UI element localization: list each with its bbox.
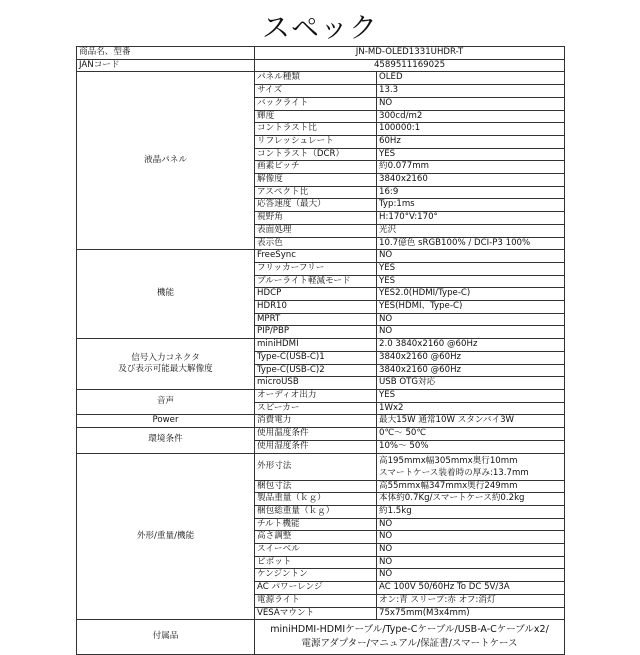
- spec-value: 300cd/m2: [377, 110, 565, 123]
- spec-label: HDCP: [255, 288, 377, 301]
- spec-value: 100000:1: [377, 123, 565, 136]
- table-row: [77, 428, 565, 441]
- spec-label: 梱包総重量（ｋｇ）: [255, 505, 377, 518]
- spec-value: 10%～ 50%: [377, 440, 565, 453]
- table-row: [77, 59, 565, 72]
- spec-value: NO: [377, 313, 565, 326]
- spec-label: スピーカー: [255, 402, 377, 415]
- row-value: JN-MD-OLED1331UHDR-T: [255, 47, 565, 60]
- spec-value: NO: [377, 531, 565, 544]
- spec-value: NO: [377, 250, 565, 263]
- spec-value: 3840x2160 @60Hz: [377, 351, 565, 364]
- spec-label: パネル種類: [255, 72, 377, 85]
- spec-label: スイーベル: [255, 544, 377, 557]
- spec-label: サイズ: [255, 85, 377, 98]
- spec-label: 電源ライト: [255, 594, 377, 607]
- group-label: Power: [77, 415, 255, 428]
- row-label: 商品名、型番: [77, 47, 255, 60]
- spec-value: NO: [377, 556, 565, 569]
- spec-value: Typ:1ms: [377, 199, 565, 212]
- spec-value: 光沢: [377, 224, 565, 237]
- spec-value: 高55mmx幅347mmx奥行249mm: [377, 480, 565, 493]
- spec-label: 外形寸法: [255, 453, 377, 480]
- spec-label: AC パワーレンジ: [255, 582, 377, 595]
- spec-value: オン:青 スリープ:赤 オフ:消灯: [377, 594, 565, 607]
- spec-label: 輝度: [255, 110, 377, 123]
- spec-value: AC 100V 50/60Hz To DC 5V/3A: [377, 582, 565, 595]
- spec-label: 応答速度（最大）: [255, 199, 377, 212]
- accessories-value: miniHDMI-HDMIケーブル/Type-Cケーブル/USB-A-Cケーブルx2/ 電源アダプター/マニュアル/保証書/スマートケース: [255, 620, 565, 655]
- spec-label: 使用温度条件: [255, 428, 377, 441]
- spec-label: PIP/PBP: [255, 326, 377, 339]
- spec-value: 0℃～ 50℃: [377, 428, 565, 441]
- group-label: 機能: [77, 250, 255, 339]
- spec-label: 表示色: [255, 237, 377, 250]
- spec-label: 消費電力: [255, 415, 377, 428]
- spec-label: miniHDMI: [255, 339, 377, 352]
- spec-label: フリッカーフリー: [255, 262, 377, 275]
- table-row: [77, 620, 565, 655]
- spec-value: 最大15W 通常10W スタンバイ3W: [377, 415, 565, 428]
- spec-value: 約1.5kg: [377, 505, 565, 518]
- table-row: [77, 72, 565, 85]
- spec-label: ブルーライト軽減モード: [255, 275, 377, 288]
- spec-value: 3840x2160: [377, 174, 565, 187]
- spec-value: OLED: [377, 72, 565, 85]
- spec-value: 16:9: [377, 186, 565, 199]
- spec-label: 使用湿度条件: [255, 440, 377, 453]
- table-row: [77, 415, 565, 428]
- spec-value: NO: [377, 518, 565, 531]
- spec-value: YES: [377, 262, 565, 275]
- spec-value: 高195mmx幅305mmx奥行10mm スマートケース装着時の厚み:13.7mm: [377, 453, 565, 480]
- spec-value: NO: [377, 326, 565, 339]
- spec-label: アスペクト比: [255, 186, 377, 199]
- spec-label: 画素ピッチ: [255, 161, 377, 174]
- spec-value: 60Hz: [377, 135, 565, 148]
- spec-value: NO: [377, 544, 565, 557]
- spec-label: コントラスト比: [255, 123, 377, 136]
- spec-value: 75x75mm(M3x4mm): [377, 607, 565, 620]
- spec-label: VESAマウント: [255, 607, 377, 620]
- spec-value: NO: [377, 97, 565, 110]
- spec-value: 10.7億色 sRGB100% / DCI-P3 100%: [377, 237, 565, 250]
- spec-label: ケンジントン: [255, 569, 377, 582]
- spec-value: H:170°V:170°: [377, 212, 565, 225]
- spec-label: 解像度: [255, 174, 377, 187]
- spec-value: 2.0 3840x2160 @60Hz: [377, 339, 565, 352]
- group-label: 環境条件: [77, 428, 255, 453]
- spec-label: FreeSync: [255, 250, 377, 263]
- spec-label: バックライト: [255, 97, 377, 110]
- spec-label: オーディオ出力: [255, 389, 377, 402]
- spec-value: 13.3: [377, 85, 565, 98]
- spec-value: NO: [377, 569, 565, 582]
- spec-value: 約0.077mm: [377, 161, 565, 174]
- spec-label: microUSB: [255, 377, 377, 390]
- group-label: 信号入力コネクタ 及び表示可能最大解像度: [77, 339, 255, 390]
- row-value: 4589511169025: [255, 59, 565, 72]
- table-row: [77, 389, 565, 402]
- spec-label: 高さ調整: [255, 531, 377, 544]
- table-row: [77, 453, 565, 480]
- group-label: 液晶パネル: [77, 72, 255, 250]
- table-row: [77, 250, 565, 263]
- table-row: [77, 339, 565, 352]
- group-label: 外形/重量/機能: [77, 453, 255, 620]
- spec-label: MPRT: [255, 313, 377, 326]
- spec-label: コントラスト（DCR）: [255, 148, 377, 161]
- spec-label: 表面処理: [255, 224, 377, 237]
- spec-value: 本体約0.7Kg/スマートケース約0.2kg: [377, 493, 565, 506]
- spec-label: 製品重量（ｋｇ）: [255, 493, 377, 506]
- spec-table: [76, 46, 565, 655]
- spec-label: Type-C(USB-C)2: [255, 364, 377, 377]
- table-row: [77, 47, 565, 60]
- spec-label: HDR10: [255, 301, 377, 314]
- spec-value: YES: [377, 148, 565, 161]
- spec-label: Type-C(USB-C)1: [255, 351, 377, 364]
- spec-value: YES(HDMI、Type-C): [377, 301, 565, 314]
- spec-label: リフレッシュレート: [255, 135, 377, 148]
- spec-table-body: [77, 47, 565, 655]
- spec-value: USB OTG対応: [377, 377, 565, 390]
- spec-value: 1Wx2: [377, 402, 565, 415]
- spec-value: YES: [377, 389, 565, 402]
- spec-label: ピボット: [255, 556, 377, 569]
- spec-value: YES: [377, 275, 565, 288]
- accessories-label: 付属品: [77, 620, 255, 655]
- group-label: 音声: [77, 389, 255, 414]
- page-title: スペック: [261, 11, 378, 44]
- spec-value: YES2.0(HDMI/Type-C): [377, 288, 565, 301]
- spec-label: チルト機能: [255, 518, 377, 531]
- row-label: JANコード: [77, 59, 255, 72]
- spec-label: 梱包寸法: [255, 480, 377, 493]
- spec-value: 3840x2160 @60Hz: [377, 364, 565, 377]
- spec-label: 視野角: [255, 212, 377, 225]
